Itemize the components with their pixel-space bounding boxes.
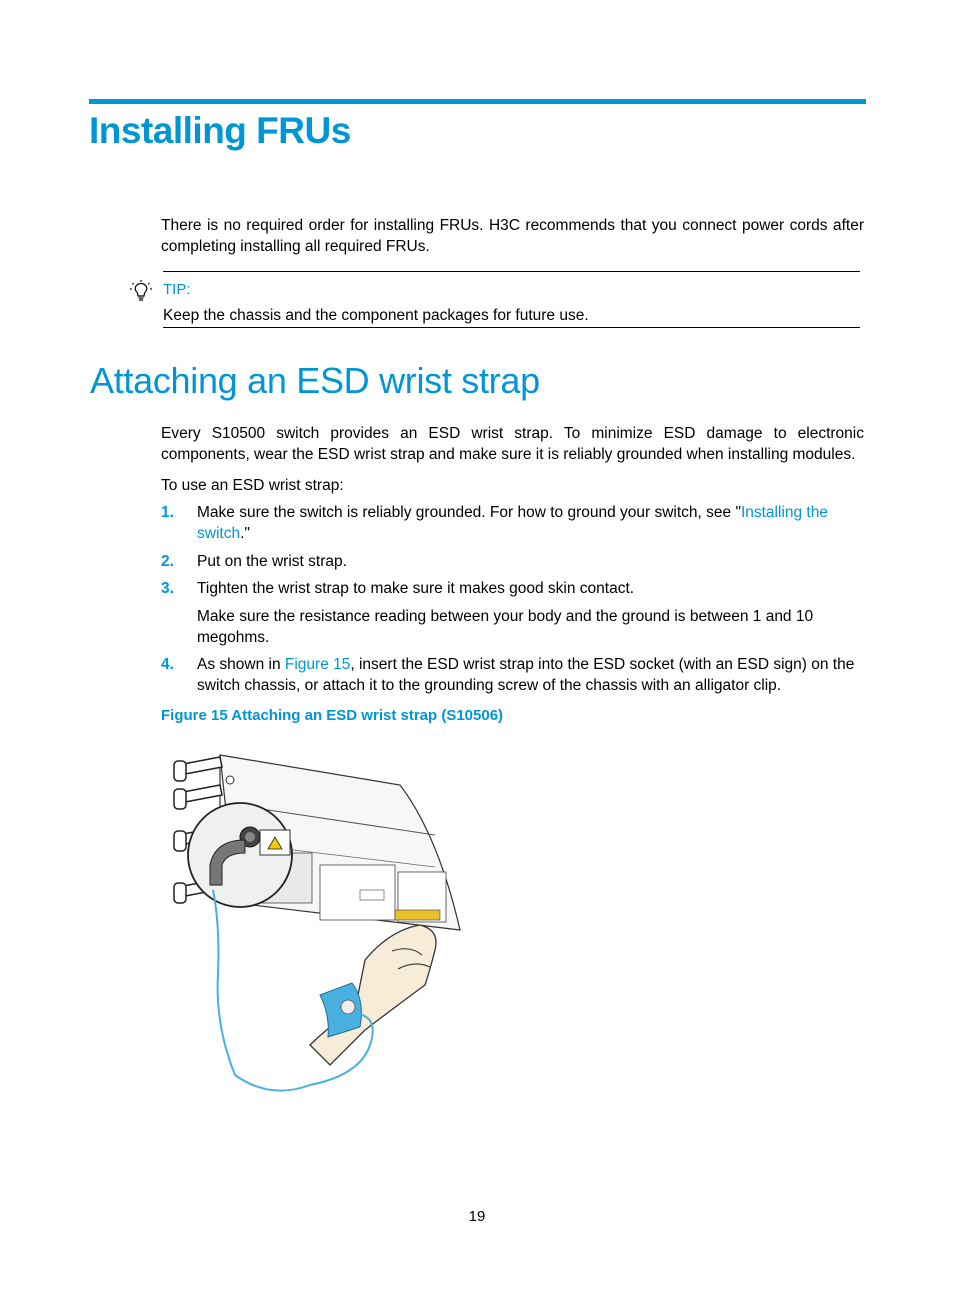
lightbulb-icon	[130, 280, 152, 304]
step-number: 2.	[161, 553, 174, 570]
step-3-note: Make sure the resistance reading between your body and the ground is between 1 and 10 megohms.	[197, 608, 814, 646]
step-number: 3.	[161, 580, 174, 597]
step-3: 3. Tighten the wrist strap to make sure it makes good skin contact. Make sure the resistance reading between your body and the ground is between 1 and 10 megohms.	[161, 578, 864, 648]
step-2: 2. Put on the wrist strap.	[161, 553, 347, 570]
intro-paragraph: There is no required order for installing FRUs. H3C recommends that you connect power cords after completing installing all required FRUs.	[161, 217, 864, 255]
tip-top-rule	[163, 271, 860, 272]
page-number: 19	[468, 1208, 486, 1225]
installing-switch-link[interactable]: Installing the switch	[197, 504, 828, 542]
figure-15-link[interactable]: Figure 15	[284, 656, 351, 673]
step-number: 4.	[161, 656, 174, 673]
section-paragraph: Every S10500 switch provides an ESD wrist strap. To minimize ESD damage to electronic components, wear the ESD wrist strap and make sure it is reliably grounded when installing modules.	[161, 425, 864, 463]
figure-caption: Figure 15 Attaching an ESD wrist strap (S10506)	[161, 707, 504, 724]
step-4: 4. As shown in Figure 15, insert the ESD wrist strap into the ESD socket (with an ESD sign) on the switch chassis, or attach it to the grounding screw of the chassis with an alligator clip.	[161, 656, 855, 694]
step-1: 1. Make sure the switch is reliably grounded. For how to ground your switch, see "Installing the switch."	[161, 504, 828, 542]
step-number: 1.	[161, 504, 174, 521]
chapter-title: Installing FRUs	[89, 110, 351, 151]
section-title: Attaching an ESD wrist strap	[90, 360, 540, 401]
chapter-rule	[89, 99, 866, 104]
tip-label: TIP:	[163, 281, 191, 298]
steps-lead: To use an ESD wrist strap:	[161, 477, 344, 494]
tip-bottom-rule	[163, 327, 860, 328]
tip-text: Keep the chassis and the component packages for future use.	[163, 307, 589, 324]
esd-wrist-strap-figure	[160, 745, 470, 1105]
